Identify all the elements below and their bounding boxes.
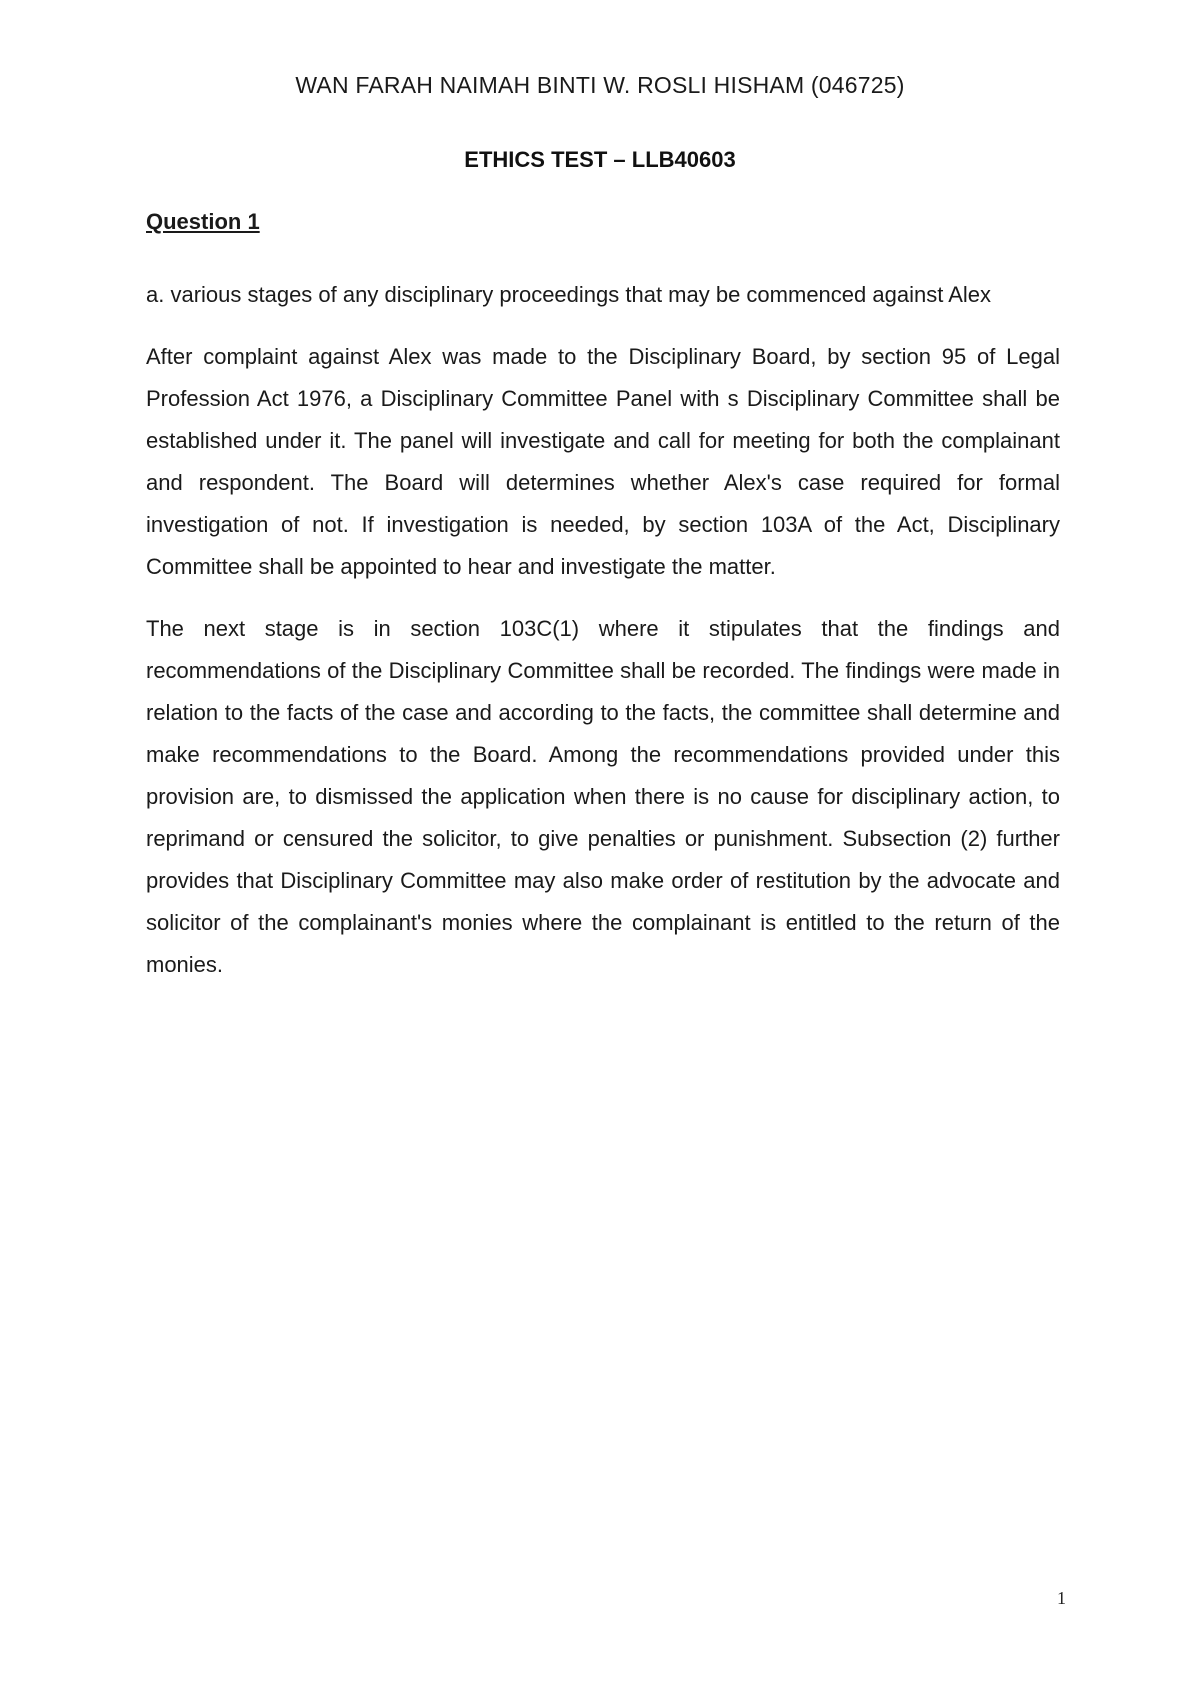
body-paragraph: After complaint against Alex was made to the Disciplinary Board, by section 95 of Legal Profession Act 1976, a Disciplinary Committee Panel with s Disciplinary Committee shall be established under it. The panel will investigate and call for meeting for both the complainant and respondent. The Board will determines whether Alex's case required for formal investigation of not. If investigation is needed, by section 103A of the Act, Disciplinary Committee shall be appointed to hear and investigate the matter. bbox=[146, 344, 1060, 579]
document-body bbox=[146, 208, 1060, 1006]
question-prompt: a. various stages of any disciplinary proceedings that may be commenced against Alex bbox=[146, 282, 992, 307]
author-header: WAN FARAH NAIMAH BINTI W. ROSLI HISHAM (046725) bbox=[295, 72, 905, 98]
document-title: ETHICS TEST – LLB40603 bbox=[464, 147, 736, 172]
page-number: 1 bbox=[1057, 1588, 1066, 1608]
body-paragraph: The next stage is in section 103C(1) where it stipulates that the findings and recommendations of the Disciplinary Committee shall be recorded. The findings were made in relation to the facts of the case and according to the facts, the committee shall determine and make recommendations to the Board. Among the recommendations provided under this provision are, to dismissed the application when there is no cause for disciplinary action, to reprimand or censured the solicitor, to give penalties or punishment. Subsection (2) further provides that Disciplinary Committee may also make order of restitution by the advocate and solicitor of the complainant's monies where the complainant is entitled to the return of the monies. bbox=[146, 616, 1060, 977]
question-heading: Question 1 bbox=[146, 209, 260, 234]
